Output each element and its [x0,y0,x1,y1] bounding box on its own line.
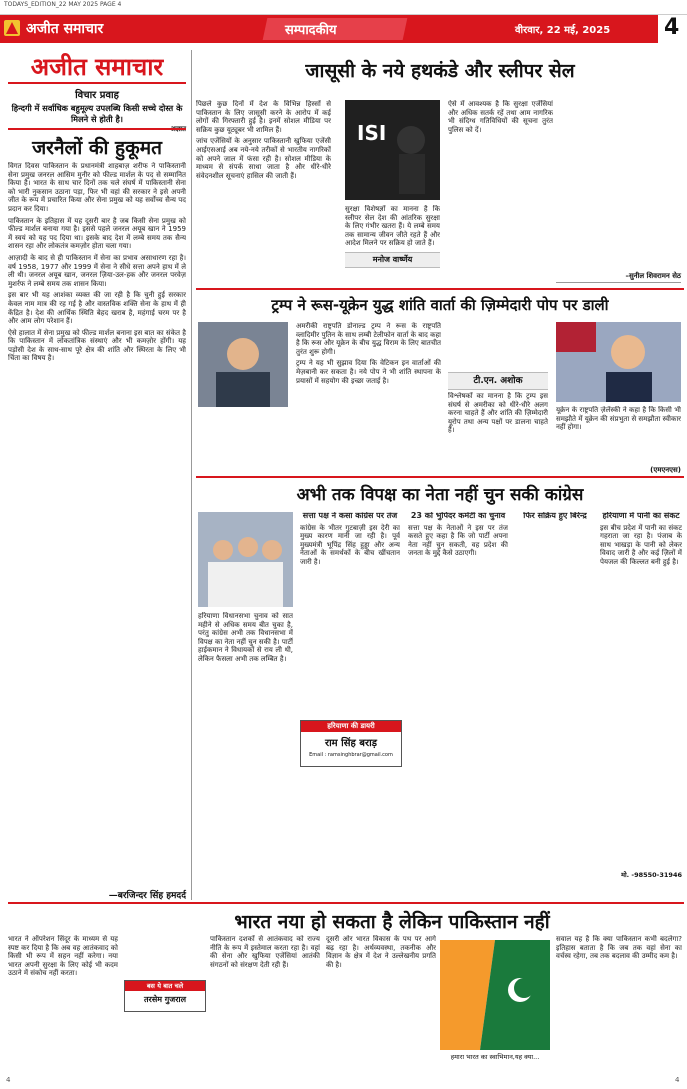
article1-para: सुरक्षा विशेषज्ञों का मानना है कि स्लीपर सेल देश की आंतरिक सुरक्षा के लिए गंभीर खतरा हैं। ये लम्बे समय तक सामान्य जीवन जीते रहते हैं और आदेश मिलने पर सक्रिय हो जाते हैं। [345,205,440,248]
header-date: वीरवार, 22 मई, 2025 [515,25,611,36]
article4-para: पाकिस्तान दशकों से आतंकवाद को राज्य नीति के रूप में इस्तेमाल करता रहा है। वहां की सेना और खुफिया एजेंसियां आतंकी संगठनों को संरक्षण देती रही हैं। [210,935,320,969]
article2-headline: ट्रम्प ने रूस-यूक्रेन युद्ध शांति वार्ता की ज़िम्मेदारी पोप पर डाली [271,296,609,314]
article2-col-3 [448,392,548,467]
article3-col-4 [515,512,595,862]
article3-mobile: मो. -98550-31946 [621,871,682,879]
article2-para: अमरीकी राष्ट्रपति डोनाल्ड ट्रम्प ने रूस के राष्ट्रपति व्लादिमीर पुतिन के साथ लम्बी टेलीफोन वार्ता के बाद कहा है कि रूस और यूक्रेन के बीच युद्ध विराम के लिए बातचीत तुरंत शुरू होगी। [296,322,441,356]
article4-image-caption: हमारा भारत का स्वाभिमान,यह क्या... [450,1053,540,1061]
article1-headline: जासूसी के नये हथकंडे और स्लीपर सेल [305,60,575,82]
article3-para: हरियाणा विधानसभा चुनाव को सात महीने से अधिक समय बीत चुका है, परंतु कांग्रेस अभी तक विधानसभा में विपक्ष का नेता नहीं चुन सकी है। पार्टी हाईकमान ने विधायकों से राय ली थी, लेकिन फैसला अभी तक लम्बित है। [198,612,293,663]
article1-col-3 [345,205,440,250]
article4-col-1 [8,935,118,1070]
article2-para: ट्रम्प ने यह भी सुझाव दिया कि वेटिकन इन वार्ताओं की मेज़बानी कर सकता है। नये पोप ने भी शांति स्थापना के प्रयासों में सहयोग की इच्छा जताई है। [296,359,441,385]
article1-author: मनोज वार्ष्णेय [372,255,413,264]
footer-left-no: 4 [6,1076,11,1084]
article3-subhead: हरियाणा में पानी का संकट [602,512,680,520]
article3-col-3 [408,512,508,862]
article4-headline: भारत नया हो सकता है लेकिन पाकिस्तान नहीं [234,911,550,933]
article1-para: पिछले कुछ दिनों में देश के विभिन्न हिस्सों से पाकिस्तान के लिए जासूसी करने के आरोप में कई लोगों की गिरफ्तारी हुई है। इनमें सोशल मीडिया पर सक्रिय कुछ यूट्यूबर भी शामिल हैं। [196,100,331,134]
article2-author-box [448,372,548,390]
article4-top-rule [8,902,684,904]
article4-author-label: बस ये बात चले [125,981,205,991]
page-number: 4 [664,15,680,40]
masthead-divider [8,128,186,130]
editorial-title: जरनैलों की हुकूमत [32,137,162,159]
page-number-box [658,15,687,43]
article3-para: कांग्रेस के भीतर गुटबाज़ी इस देरी का मुख्य कारण मानी जा रही है। पूर्व मुख्यमंत्री भूपिंद्र सिंह हुड्डा और अन्य नेताओं के समर्थकों के बीच खींचतान जारी है। [300,523,400,566]
article3-para: इस बीच प्रदेश में पानी का संकट गहराता जा रहा है। पंजाब के साथ भाखड़ा के पानी को लेकर विवाद जारी है और कई ज़िलों में पेयजल की किल्लत बनी हुई है। [600,523,682,566]
article3-subhead: सत्ता पक्ष ने कसा कांग्रेस पर तंज [302,512,398,520]
article3-subhead: 23 को भुपिंदर कमेटी का चुनाव [410,512,506,520]
article3-author-box [300,720,402,767]
article2-para: विश्लेषकों का मानना है कि ट्रम्प इस संघर्ष से अमरीका को धीरे-धीरे अलग करना चाहते हैं और शांति की ज़िम्मेदारी यूरोप तथा अन्य पक्षों पर डालना चाहते हैं। [448,392,548,435]
article1-author-box [345,252,440,268]
article3-top-rule [196,476,684,478]
article3-subhead: फिर सक्रिय हुए बिरेन्द्र [523,512,587,520]
editorial-para: विगत दिवस पाकिस्तान के प्रधानमंत्री शाहबाज़ शरीफ ने पाकिस्तानी सेना प्रमुख जनरल आसिम मुनीर को फील्ड मार्शल के पद से सम्मानित किया है। भारत के साथ चार दिनों तक चले संघर्ष में पाकिस्तानी सेना को भारी नुकसान उठाना पड़ा, फिर भी वहां की सरकार ने इसे अपनी जीत के रूप में प्रचारित किया और सेना प्रमुख को यह सर्वोच्च सैन्य पद प्रदान कर दिया। [8,162,186,213]
article3-col-1 [198,612,293,862]
article4-col-3 [326,935,436,1070]
article1-col-1 [196,100,331,285]
article2-col-1 [296,322,441,462]
article1-para: ऐसे में आवश्यक है कि सुरक्षा एजेंसियां और अधिक सतर्क रहें तथा आम नागरिक भी संदिग्ध गतिविधियों की सूचना तुरंत पुलिस को दें। [448,100,553,134]
editorial-para: आज़ादी के बाद से ही पाकिस्तान में सेना का प्रभाव असाधारण रहा है। वर्ष 1958, 1977 और 1999 में सेना ने सीधे सत्ता अपने हाथ में ले ली थी। जनरल अयूब खान, जनरल ज़िया-उल-हक और जनरल परवेज़ मुशर्रफ ने लम्बे समय तक शासन किया। [8,253,186,288]
article1-para: जांच एजेंसियों के अनुसार पाकिस्तानी खुफिया एजेंसी आईएसआई अब नये-नये तरीकों से भारतीय नागरिकों को अपने जाल में फंसा रही है। सोशल मीडिया के माध्यम से संपर्क साधा जाता है और धीरे-धीरे संवेदनशील सूचनाएं हासिल की जाती हैं। [196,137,331,180]
article4-author-box [124,980,206,1012]
footer-right-no: 4 [675,1076,680,1084]
article3-col-2 [300,512,400,712]
article4-col-4 [556,935,682,1070]
article2-para: यूक्रेन के राष्ट्रपति ज़ेलेंस्की ने कहा है कि किसी भी समझौते में यूक्रेन की संप्रभुता से समझौता स्वीकार नहीं होगा। [556,406,681,432]
editorial-signature: —बरजिन्दर सिंह हमदर्द [108,891,186,901]
isi-label: ISI [357,121,387,145]
article3-col-5 [600,512,682,862]
article4-para: सवाल यह है कि क्या पाकिस्तान कभी बदलेगा? इतिहास बताता है कि जब तक वहां सेना का वर्चस्व रहेगा, तब तक बदलाव की उम्मीद कम है। [556,935,682,961]
article4-para: दूसरी ओर भारत विकास के पथ पर आगे बढ़ रहा है। अर्थव्यवस्था, तकनीक और विज्ञान के क्षेत्र में देश ने उल्लेखनीय प्रगति की है। [326,935,436,969]
header-bar [0,15,687,43]
article2-image [198,322,288,407]
article4-col-2 [210,935,320,1070]
article3-author-label: हरियाणा की डायरी [301,721,401,732]
editorial-para: ऐसे हालात में सेना प्रमुख को फील्ड मार्शल बनाना इस बात का संकेत है कि पाकिस्तान में लोकतांत्रिक संस्थाएं और भी कमज़ोर होंगी। यह पड़ोसी देश के साथ-साथ पूरे क्षेत्र की शांति और स्थिरता के लिए भी चिंता का विषय है। [8,328,186,363]
print-line: TODAYS_EDITION_22 MAY 2025 PAGE 4 [4,1,122,8]
article3-para: सत्ता पक्ष के नेताओं ने इस पर तंज कसते हुए कहा है कि जो पार्टी अपना नेता नहीं चुन सकती, वह प्रदेश की जनता के मुद्दे कैसे उठाएगी। [408,523,508,558]
article2-trump-image [556,322,681,402]
article2-col-4 [556,406,681,464]
article2-author: टी.एन. अशोक [473,376,523,386]
article4-image [440,940,550,1050]
editorial-body [8,162,186,884]
article2-top-rule [196,288,684,290]
article3-author-name: राम सिंह बराड़ [324,738,378,749]
article4-para: भारत ने ऑपरेशन सिंदूर के माध्यम से यह स्पष्ट कर दिया है कि अब वह आतंकवाद को किसी भी रूप में सहन नहीं करेगा। नया भारत अपनी सुरक्षा के लिए कोई भी कदम उठाने में संकोच नहीं करता। [8,935,118,978]
thought-label: विचार प्रवाह [75,90,119,101]
left-col-rule [191,50,192,900]
article1-image [345,100,440,200]
article4-author-name: तरसेम गुजराल [143,995,187,1004]
article3-author-email: Email : ramsinghbrar@gmail.com [309,752,393,758]
logo-icon [4,20,20,36]
article2-signature: (एमएनएस) [650,466,681,474]
editorial-para: इस बार भी यह आशंका व्यक्त की जा रही है कि चुनी हुई सरकार केवल नाम मात्र की रह गई है और वास्तविक शक्ति सेना के हाथ में ही केंद्रित है। देश की आर्थिक स्थिति बेहद खराब है, महंगाई चरम पर है और आम लोग परेशान हैं। [8,291,186,326]
masthead-title: अजीत समाचार [8,52,186,84]
masthead [8,52,186,124]
article1-signature-rule [556,282,681,283]
article1-signature: –सुनील शिवरामन सेठ [625,272,681,280]
quote-text: हिन्दगी में सर्वाधिक बहुमूल्य उपलब्धि किसी सच्चे दोस्त के मिलने से होती है। [11,103,183,124]
article3-headline: अभी तक विपक्ष का नेता नहीं चुन सकी कांग्रेस [296,485,584,505]
article1-col-4 [448,100,553,280]
article3-image [198,512,293,607]
header-section: सम्पादकीय [285,23,337,38]
editorial-para: पाकिस्तान के इतिहास में यह दूसरी बार है जब किसी सेना प्रमुख को फील्ड मार्शल बनाया गया है। इससे पहले जनरल अयूब खान ने 1959 में स्वयं को यह पद दिया था। इसके बाद देश में लम्बे समय तक सैन्य शासन रहा और लोकतंत्र कमज़ोर होता चला गया। [8,216,186,251]
header-brand: अजीत समाचार [26,21,104,37]
print-strip [0,0,687,15]
